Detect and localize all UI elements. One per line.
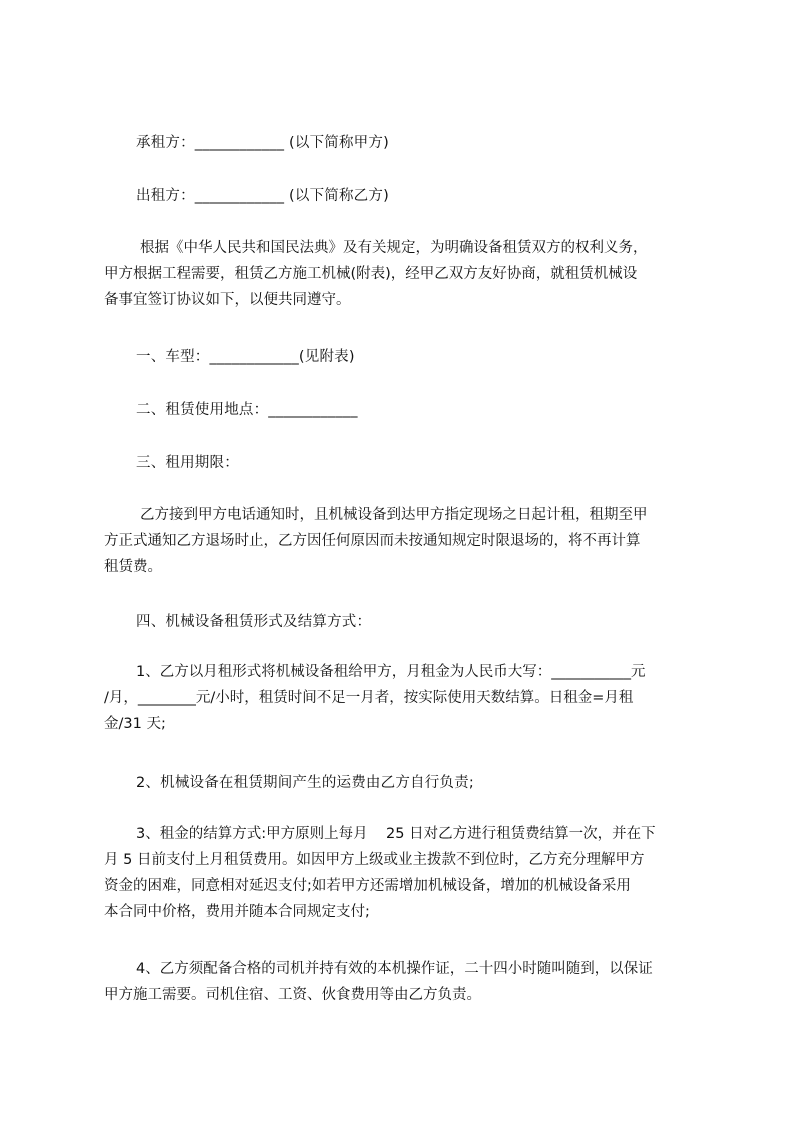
clause-3-body bbox=[104, 502, 704, 580]
clause-4-2: 2、机械设备在租赁期间产生的运费由乙方自行负责; bbox=[136, 775, 474, 791]
clause-4-title: 四、机械设备租赁形式及结算方式： bbox=[136, 614, 372, 630]
clause-4-1-line-1: 1、乙方以月租形式将机械设备租给甲方，月租金为人民币大写：___________元 bbox=[136, 664, 646, 680]
clause-4-4 bbox=[104, 956, 704, 1008]
clause-3-title: 三、租用期限： bbox=[136, 455, 239, 471]
clause-3-line-1: 乙方接到甲方电话通知时，且机械设备到达甲方指定现场之日起计租，租期至甲 bbox=[140, 507, 648, 523]
preamble-paragraph bbox=[104, 235, 704, 313]
clause-4-3-line-2: 月 5 日前支付上月租赁费用。如因甲方上级或业主拨款不到位时，乙方充分理解甲方 bbox=[104, 852, 645, 868]
clause-4-4-line-2: 甲方施工需要。司机住宿、工资、伙食费用等由乙方负责。 bbox=[104, 987, 481, 1003]
clause-4-3-line-4: 本合同中价格，费用并随本合同规定支付; bbox=[104, 904, 370, 920]
clause-1-vehicle-type: 一、车型：____________(见附表) bbox=[136, 349, 355, 365]
clause-4-1-line-2: /月，________元/小时，租赁时间不足一月者，按实际使用天数结算。日租金=月租 bbox=[104, 690, 634, 706]
lessee-line: 承租方：____________ (以下简称甲方) bbox=[136, 135, 389, 151]
clause-4-1 bbox=[104, 659, 704, 737]
clause-3-line-3: 租赁费。 bbox=[104, 559, 162, 575]
clause-4-3 bbox=[104, 821, 704, 925]
preamble-line-1: 根据《中华人民共和国民法典》及有关规定，为明确设备租赁双方的权利义务， bbox=[140, 240, 648, 256]
lessor-line: 出租方：____________ (以下简称乙方) bbox=[136, 188, 389, 204]
clause-4-3-line-3: 资金的困难，同意相对延迟支付;如若甲方还需增加机械设备，增加的机械设备采用 bbox=[104, 878, 631, 894]
clause-3-line-2: 方正式通知乙方退场时止，乙方因任何原因而未按通知规定时限退场的，将不再计算 bbox=[104, 533, 641, 549]
clause-4-3-line-1: 3、租金的结算方式:甲方原则上每月 25 日对乙方进行租赁费结算一次，并在下 bbox=[136, 826, 656, 842]
clause-4-1-line-3: 金/31 天; bbox=[104, 716, 166, 732]
clause-4-4-line-1: 4、乙方须配备合格的司机并持有效的本机操作证，二十四小时随叫随到，以保证 bbox=[136, 961, 653, 977]
preamble-line-2: 甲方根据工程需要，租赁乙方施工机械(附表)，经甲乙双方友好协商，就租赁机械设 bbox=[104, 266, 638, 282]
preamble-line-3: 备事宜签订协议如下，以便共同遵守。 bbox=[104, 292, 351, 308]
clause-2-location: 二、租赁使用地点：____________ bbox=[136, 402, 358, 418]
